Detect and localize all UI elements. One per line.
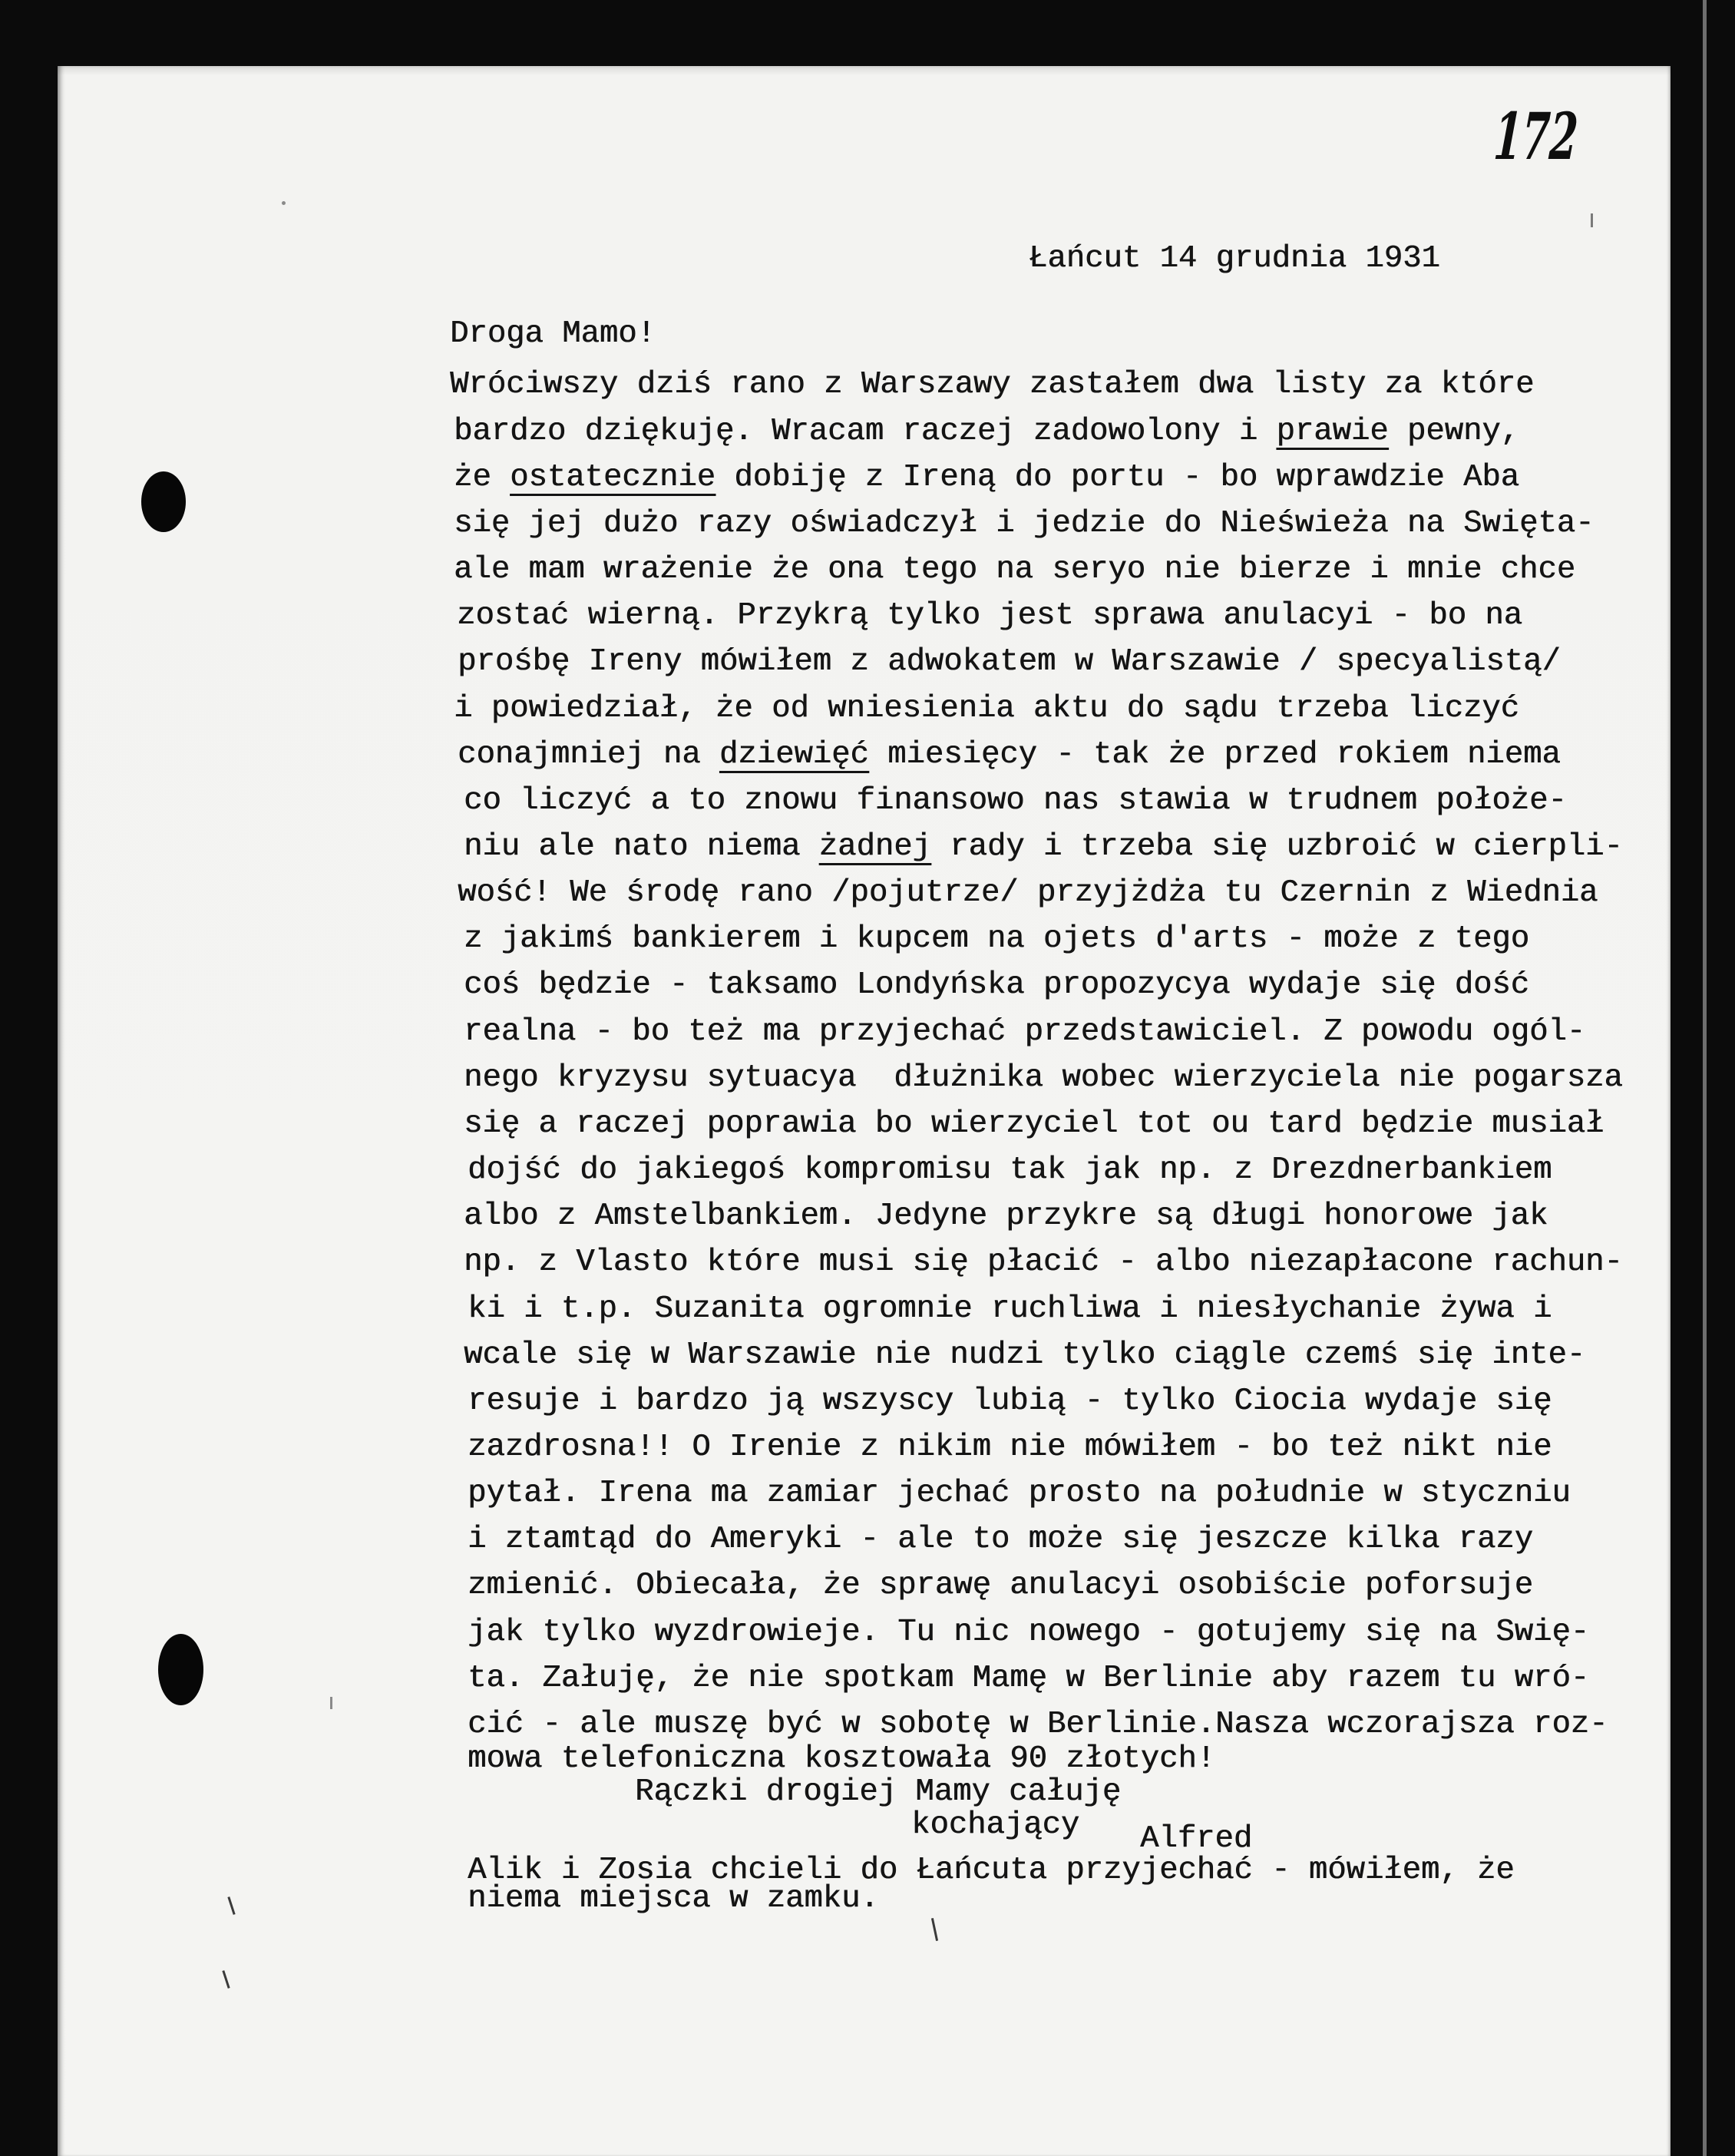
body-line: ta. Załuję, że nie spotkam Mamę w Berlinie aby razem tu wró- <box>468 1661 1590 1696</box>
body-line: zostać wierną. Przykrą tylko jest sprawa anulacyi - bo na <box>457 598 1522 633</box>
line-text: pewny, <box>1388 414 1520 449</box>
body-line: i powiedział, że od wniesienia aktu do sądu trzeba liczyć <box>454 691 1519 726</box>
closing-greeting: Rączki drogiej Mamy całuję <box>635 1774 1122 1810</box>
body-line: pytał. Irena ma zamiar jechać prosto na południe w styczniu <box>468 1476 1571 1511</box>
postscript-line: niema miejsca w zamku. <box>468 1881 879 1916</box>
body-line: wcale się w Warszawie nie nudzi tylko ciągle czemś się inte- <box>464 1338 1586 1373</box>
body-line: albo z Amstelbankiem. Jedyne przykre są długi honorowe jak <box>464 1199 1548 1234</box>
underlined-word: żadnej <box>818 829 931 865</box>
closing-valediction: kochający <box>911 1807 1080 1843</box>
scan-mark <box>330 1697 332 1709</box>
salutation: Droga Mamo! <box>450 316 656 352</box>
scan-mark <box>1591 213 1593 227</box>
body-line: cić - ale muszę być w sobotę w Berlinie.Nasza wczorajsza roz- <box>468 1707 1608 1742</box>
body-line <box>458 732 1561 778</box>
body-line: np. z Vlasto które musi się płacić - albo niezapłacone rachun- <box>464 1245 1623 1280</box>
line-text: miesięcy - tak że przed rokiem niema <box>868 737 1561 772</box>
body-line: wość! We środę rano /pojutrze/ przyjżdża tu Czernin z Wiednia <box>458 875 1598 911</box>
postscript-line: Alik i Zosia chcieli do Łańcuta przyjechać - mówiłem, że <box>468 1853 1515 1888</box>
signature: Alfred <box>1140 1821 1253 1857</box>
body-line: zmienić. Obiecała, że sprawę anulacyi osobiście poforsuje <box>468 1568 1533 1603</box>
body-line: ale mam wrażenie że ona tego na seryo nie bierze i mnie chce <box>454 552 1576 587</box>
body-line: się jej dużo razy oświadczył i jedzie do Nieświeża na Swięta- <box>454 506 1595 541</box>
body-line: nego kryzysu sytuacya dłużnika wobec wierzyciela nie pogarsza <box>464 1060 1623 1096</box>
line-text: dobiję z Ireną do portu - bo wprawdzie Aba <box>715 460 1520 495</box>
body-line: zazdrosna!! O Irenie z nikim nie mówiłem - bo też nikt nie <box>468 1430 1552 1465</box>
underlined-word: ostatecznie <box>510 460 715 495</box>
letter-date: Łańcut 14 grudnia 1931 <box>1029 241 1440 276</box>
body-line: resuje i bardzo ją wszyscy lubią - tylko Ciocia wydaje się <box>468 1384 1552 1419</box>
handwritten-page-number: 172 <box>1492 98 1581 174</box>
body-line: się a raczej poprawia bo wierzyciel tot ou tard będzie musiał <box>464 1106 1604 1142</box>
scan-edge-line <box>1703 0 1707 2156</box>
body-line: realna - bo też ma przyjechać przedstawiciel. Z powodu ogól- <box>464 1014 1586 1050</box>
body-line <box>454 408 1519 455</box>
body-line: co liczyć a to znowu finansowo nas stawia w trudnem położe- <box>464 783 1567 818</box>
body-line: Wróciwszy dziś rano z Warszawy zastałem dwa listy za które <box>450 367 1535 402</box>
body-line: i ztamtąd do Ameryki - ale to może się jeszcze kilka razy <box>468 1522 1533 1557</box>
underlined-word: prawie <box>1276 414 1389 449</box>
line-text: bardzo dziękuję. Wracam raczej zadowolony i <box>454 414 1277 449</box>
body-line <box>454 455 1519 501</box>
line-text: conajmniej na <box>458 737 719 772</box>
body-line: ki i t.p. Suzanita ogromnie ruchliwa i niesłychanie żywa i <box>468 1291 1552 1327</box>
body-line: prośbę Ireny mówiłem z adwokatem w Warszawie / specyalistą/ <box>458 644 1561 680</box>
body-line: z jakimś bankierem i kupcem na ojets d'arts - może z tego <box>464 921 1529 957</box>
body-line: coś będzie - taksamo Londyńska propozycya wydaje się dość <box>464 967 1529 1003</box>
punch-hole <box>141 471 186 532</box>
punch-hole <box>158 1634 203 1705</box>
body-line: dojść do jakiegoś kompromisu tak jak np. z Drezdnerbankiem <box>468 1152 1552 1188</box>
scan-speck <box>282 201 286 205</box>
line-text: niu ale nato niema <box>464 829 819 865</box>
line-text: że <box>454 460 511 495</box>
underlined-word: dziewięć <box>719 737 869 772</box>
body-line: mowa telefoniczna kosztowała 90 złotych! <box>468 1741 1216 1777</box>
line-text: rady i trzeba się uzbroić w cierpli- <box>930 829 1623 865</box>
body-line: jak tylko wyzdrowieje. Tu nic nowego - gotujemy się na Swię- <box>468 1615 1590 1650</box>
body-line <box>464 824 1623 870</box>
